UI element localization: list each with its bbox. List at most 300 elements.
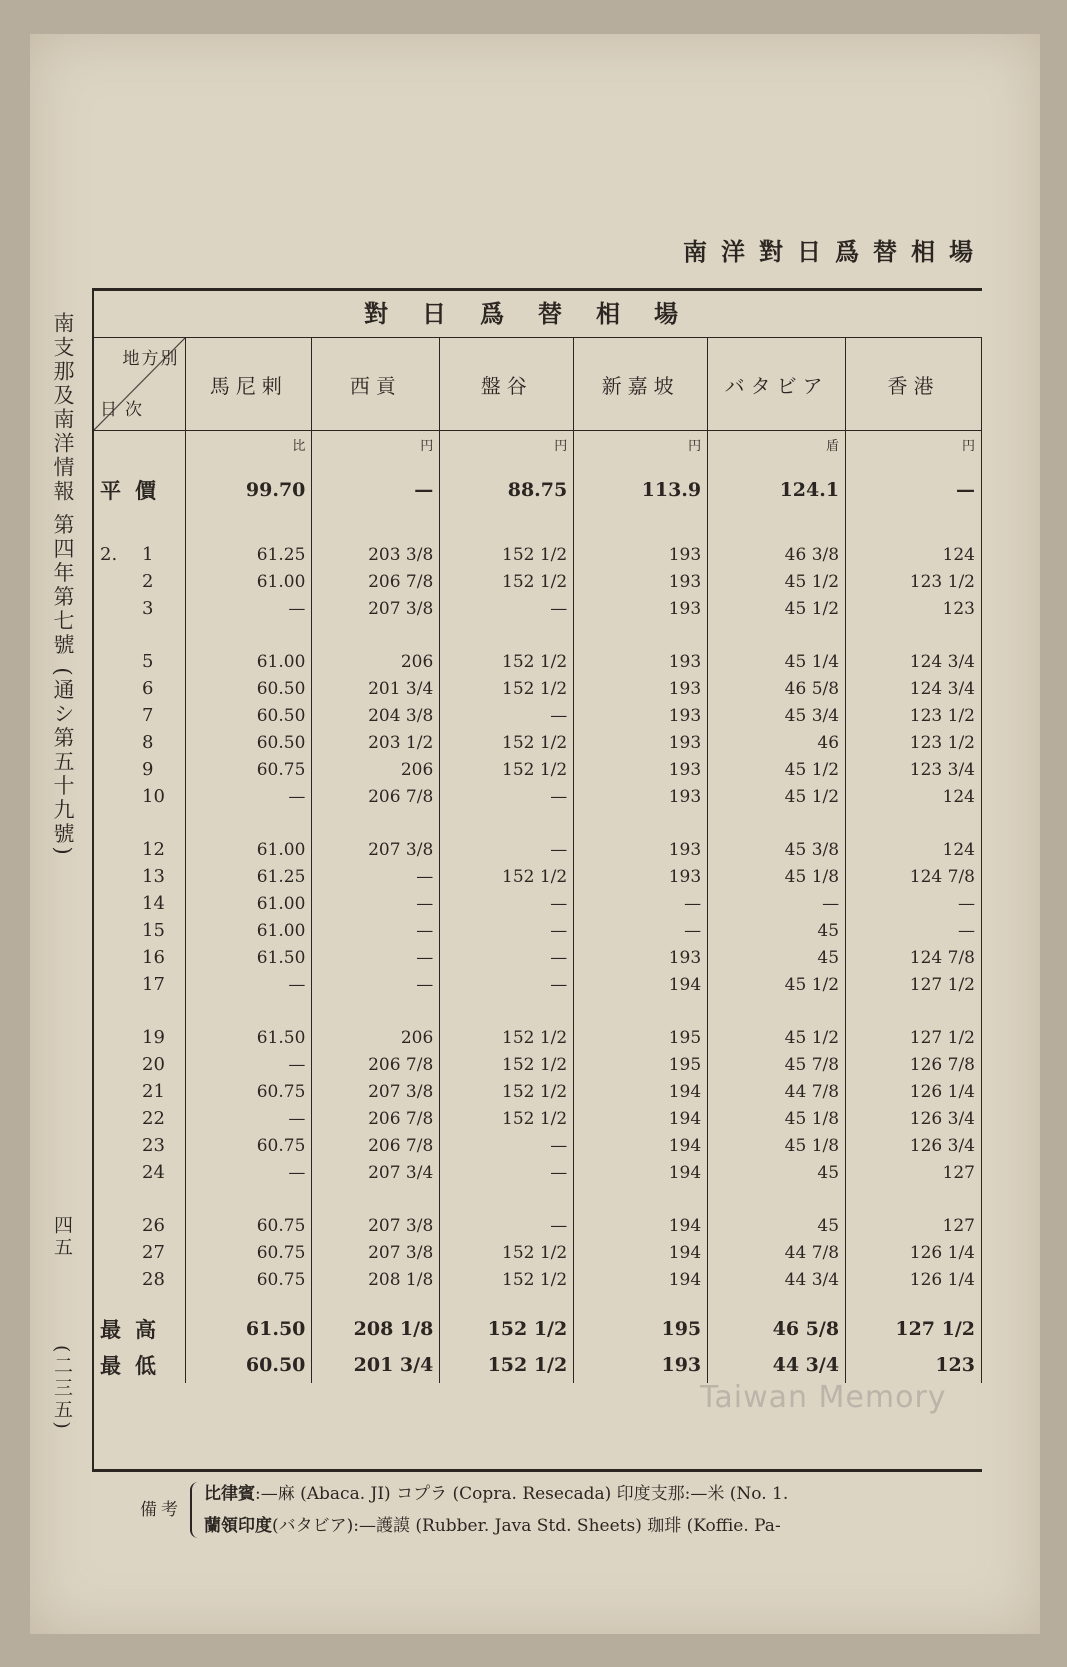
highest-cell: 208 1/8: [312, 1293, 440, 1347]
day-label: 9: [142, 759, 154, 780]
table-row: [94, 648, 982, 675]
gap-cell: [440, 622, 574, 648]
rate-cell: 124 7/8: [846, 944, 982, 971]
gap-cell: [846, 622, 982, 648]
gap-cell: [574, 622, 708, 648]
rate-cell: 126 1/4: [846, 1239, 982, 1266]
date-cell: [94, 917, 186, 944]
rate-cell: 45 1/2: [708, 1024, 846, 1051]
rate-cell: 45 1/8: [708, 1132, 846, 1159]
day-label: 21: [142, 1081, 165, 1102]
lowest-cell: 60.50: [186, 1347, 312, 1383]
column-header: 盤谷: [440, 338, 574, 431]
date-cell: [94, 756, 186, 783]
brace-icon: [190, 1482, 202, 1538]
corner-bottom-label: 日次: [100, 400, 150, 420]
group-gap: [94, 622, 982, 648]
rate-cell: 44 3/4: [708, 1266, 846, 1293]
remarks: [140, 1478, 970, 1542]
table-row: [94, 568, 982, 595]
table-row: [94, 890, 982, 917]
rate-cell: 45 3/8: [708, 836, 846, 863]
rate-cell: 45 1/2: [708, 756, 846, 783]
rate-cell: 60.75: [186, 756, 312, 783]
units-row: [94, 431, 982, 466]
table-row: [94, 1266, 982, 1293]
gap-cell: [186, 998, 312, 1024]
remark-region-dutch-indies: 蘭領印度: [204, 1516, 272, 1536]
column-header: 西貢: [312, 338, 440, 431]
highest-cell: 61.50: [186, 1293, 312, 1347]
rate-cell: —: [312, 917, 440, 944]
rate-cell: 124: [846, 783, 982, 810]
rate-cell: —: [440, 1132, 574, 1159]
rate-cell: 61.25: [186, 863, 312, 890]
gap-cell: [94, 998, 186, 1024]
rate-cell: 127 1/2: [846, 971, 982, 998]
rate-cell: 152 1/2: [440, 648, 574, 675]
rate-cell: —: [440, 702, 574, 729]
rate-cell: —: [708, 890, 846, 917]
remark-region-philippines: 比律賓: [204, 1484, 255, 1504]
day-label: 3: [142, 598, 154, 619]
table-row: [94, 783, 982, 810]
rate-cell: 203 1/2: [312, 729, 440, 756]
rate-cell: 152 1/2: [440, 675, 574, 702]
gap-cell: [440, 998, 574, 1024]
rate-cell: 61.50: [186, 1024, 312, 1051]
gap-cell: [846, 515, 982, 541]
rate-cell: 60.50: [186, 702, 312, 729]
gap-cell: [186, 1186, 312, 1212]
day-label: 28: [142, 1269, 165, 1290]
gap-cell: [574, 1186, 708, 1212]
rate-cell: 193: [574, 863, 708, 890]
gap-cell: [708, 515, 846, 541]
rate-cell: 46: [708, 729, 846, 756]
date-cell: [94, 863, 186, 890]
lowest-cell: 123: [846, 1347, 982, 1383]
rate-cell: 207 3/8: [312, 836, 440, 863]
date-cell: [94, 836, 186, 863]
remarks-mark: 備考: [140, 1500, 182, 1520]
date-cell: [94, 595, 186, 622]
column-header: バタビア: [708, 338, 846, 431]
table-row: [94, 1105, 982, 1132]
gap-cell: [574, 810, 708, 836]
table-row: [94, 675, 982, 702]
rate-cell: 45 1/2: [708, 595, 846, 622]
rate-cell: 152 1/2: [440, 568, 574, 595]
day-label: 6: [142, 678, 154, 699]
rate-cell: 126 3/4: [846, 1132, 982, 1159]
table-row: [94, 1132, 982, 1159]
rate-cell: 123 1/2: [846, 729, 982, 756]
gap-cell: [94, 622, 186, 648]
group-gap: [94, 1186, 982, 1212]
date-cell: [94, 890, 186, 917]
rate-cell: 193: [574, 729, 708, 756]
rate-cell: 194: [574, 1078, 708, 1105]
section-title: 南洋對日爲替相場: [683, 237, 987, 266]
rate-cell: 193: [574, 675, 708, 702]
rate-cell: 206 7/8: [312, 783, 440, 810]
gap-cell: [846, 1186, 982, 1212]
rate-cell: 207 3/4: [312, 1159, 440, 1186]
rate-cell: 152 1/2: [440, 1266, 574, 1293]
highest-cell: 152 1/2: [440, 1293, 574, 1347]
highest-cell: 127 1/2: [846, 1293, 982, 1347]
rate-cell: 194: [574, 1212, 708, 1239]
rate-cell: 60.50: [186, 729, 312, 756]
rate-cell: 60.75: [186, 1078, 312, 1105]
rate-cell: 44 7/8: [708, 1239, 846, 1266]
rate-cell: 152 1/2: [440, 1239, 574, 1266]
rate-cell: 45 7/8: [708, 1051, 846, 1078]
group-gap: [94, 998, 982, 1024]
rate-cell: 127: [846, 1159, 982, 1186]
par-value-row: [94, 465, 982, 515]
par-value-cell: 88.75: [440, 465, 574, 515]
rate-cell: 206 7/8: [312, 1051, 440, 1078]
rate-cell: 45: [708, 1159, 846, 1186]
date-cell: [94, 783, 186, 810]
table-row: [94, 971, 982, 998]
rate-cell: 60.75: [186, 1266, 312, 1293]
rate-cell: —: [440, 783, 574, 810]
rate-cell: 124: [846, 541, 982, 568]
rate-cell: 123 1/2: [846, 702, 982, 729]
rate-cell: —: [186, 1159, 312, 1186]
remark-text-dutch-indies: (バタビア):—護謨 (Rubber. Java Std. Sheets) 珈琲 (Koffie. Pa-: [272, 1516, 781, 1536]
rate-cell: 152 1/2: [440, 1105, 574, 1132]
rate-cell: 207 3/8: [312, 1212, 440, 1239]
unit-label: 円: [312, 431, 440, 466]
rate-cell: —: [440, 890, 574, 917]
date-cell: [94, 648, 186, 675]
day-label: 8: [142, 732, 154, 753]
lowest-row: [94, 1347, 982, 1383]
rate-cell: —: [846, 917, 982, 944]
rate-cell: 61.00: [186, 917, 312, 944]
rate-cell: 45 1/2: [708, 568, 846, 595]
par-value-label: 平價: [94, 465, 186, 515]
rate-cell: 61.50: [186, 944, 312, 971]
rate-cell: 193: [574, 702, 708, 729]
rate-cell: —: [440, 971, 574, 998]
rate-cell: 123 3/4: [846, 756, 982, 783]
lowest-cell: 44 3/4: [708, 1347, 846, 1383]
date-cell: [94, 1024, 186, 1051]
lowest-cell: 201 3/4: [312, 1347, 440, 1383]
day-label: 12: [142, 839, 165, 860]
rate-cell: 207 3/8: [312, 1078, 440, 1105]
rate-cell: 152 1/2: [440, 729, 574, 756]
rate-cell: 45: [708, 1212, 846, 1239]
rate-cell: —: [440, 1159, 574, 1186]
gap-cell: [574, 515, 708, 541]
date-cell: [94, 1132, 186, 1159]
day-label: 26: [142, 1215, 165, 1236]
rate-cell: 206 7/8: [312, 1132, 440, 1159]
day-label: 22: [142, 1108, 165, 1129]
day-label: 20: [142, 1054, 165, 1075]
rate-cell: 193: [574, 648, 708, 675]
rate-cell: —: [312, 944, 440, 971]
units-spacer: [94, 431, 186, 466]
gap-cell: [440, 515, 574, 541]
rate-cell: 45 1/2: [708, 783, 846, 810]
rate-cell: 207 3/8: [312, 1239, 440, 1266]
rate-cell: 195: [574, 1051, 708, 1078]
column-header: 香港: [846, 338, 982, 431]
gap-cell: [312, 998, 440, 1024]
gap-cell: [574, 998, 708, 1024]
rate-cell: 45 1/8: [708, 1105, 846, 1132]
corner-header: [94, 338, 186, 431]
day-label: 19: [142, 1027, 165, 1048]
rate-cell: —: [440, 944, 574, 971]
rate-cell: 193: [574, 595, 708, 622]
gap-cell: [94, 515, 186, 541]
rate-cell: 207 3/8: [312, 595, 440, 622]
table-row: [94, 729, 982, 756]
par-value-cell: 124.1: [708, 465, 846, 515]
table-row: [94, 541, 982, 568]
table-row: [94, 1159, 982, 1186]
rate-cell: —: [312, 863, 440, 890]
date-cell: [94, 568, 186, 595]
gap-cell: [708, 1186, 846, 1212]
rate-cell: 152 1/2: [440, 756, 574, 783]
gap-cell: [186, 622, 312, 648]
unit-label: 円: [574, 431, 708, 466]
rate-cell: —: [186, 1105, 312, 1132]
gap-cell: [708, 622, 846, 648]
table-row: [94, 1078, 982, 1105]
rate-cell: 126 1/4: [846, 1078, 982, 1105]
table-row: [94, 756, 982, 783]
rate-cell: 152 1/2: [440, 863, 574, 890]
rate-cell: 45 3/4: [708, 702, 846, 729]
table-row: [94, 595, 982, 622]
date-cell: [94, 729, 186, 756]
rate-cell: 206 7/8: [312, 568, 440, 595]
rate-cell: 152 1/2: [440, 1051, 574, 1078]
column-header: 新嘉坡: [574, 338, 708, 431]
rate-cell: 45: [708, 944, 846, 971]
gap-cell: [440, 1186, 574, 1212]
day-label: 5: [142, 651, 154, 672]
column-header: 馬尼剌: [186, 338, 312, 431]
corner-top-label: 地方別: [122, 349, 180, 369]
par-value-cell: 99.70: [186, 465, 312, 515]
rate-cell: —: [312, 971, 440, 998]
highest-cell: 46 5/8: [708, 1293, 846, 1347]
table-row: [94, 702, 982, 729]
date-cell: [94, 702, 186, 729]
gap-cell: [846, 810, 982, 836]
day-label: 1: [142, 544, 154, 565]
highest-label: 最高: [94, 1293, 186, 1347]
rate-cell: —: [440, 1212, 574, 1239]
rate-cell: —: [846, 890, 982, 917]
rate-cell: 61.25: [186, 541, 312, 568]
gap-cell: [708, 810, 846, 836]
day-label: 23: [142, 1135, 165, 1156]
lowest-cell: 152 1/2: [440, 1347, 574, 1383]
rate-cell: 206: [312, 756, 440, 783]
date-cell: [94, 1078, 186, 1105]
rate-cell: 124 3/4: [846, 675, 982, 702]
rate-cell: 193: [574, 944, 708, 971]
rate-cell: 44 7/8: [708, 1078, 846, 1105]
unit-label: 盾: [708, 431, 846, 466]
rate-cell: 193: [574, 756, 708, 783]
rate-cell: —: [186, 595, 312, 622]
day-label: 7: [142, 705, 154, 726]
table-row: [94, 917, 982, 944]
rate-cell: 45 1/4: [708, 648, 846, 675]
group-gap: [94, 515, 982, 541]
table-row: [94, 836, 982, 863]
rate-cell: 193: [574, 568, 708, 595]
date-cell: [94, 1212, 186, 1239]
rate-cell: 206 7/8: [312, 1105, 440, 1132]
rate-cell: 46 3/8: [708, 541, 846, 568]
rate-cell: —: [574, 917, 708, 944]
rate-cell: 195: [574, 1024, 708, 1051]
rate-cell: 193: [574, 541, 708, 568]
date-cell: [94, 1051, 186, 1078]
lowest-label: 最低: [94, 1347, 186, 1383]
rate-cell: 194: [574, 1239, 708, 1266]
rate-cell: —: [440, 836, 574, 863]
rate-cell: —: [574, 890, 708, 917]
rate-cell: 123: [846, 595, 982, 622]
gap-cell: [440, 810, 574, 836]
gap-cell: [312, 810, 440, 836]
date-cell: [94, 1105, 186, 1132]
day-label: 10: [142, 786, 165, 807]
table-title: 對日爲替相場: [94, 291, 982, 338]
rate-cell: 61.00: [186, 836, 312, 863]
rate-cell: 127 1/2: [846, 1024, 982, 1051]
table-row: [94, 1212, 982, 1239]
rate-cell: —: [186, 783, 312, 810]
rate-cell: 60.75: [186, 1239, 312, 1266]
rate-cell: —: [312, 890, 440, 917]
unit-label: 円: [440, 431, 574, 466]
par-value-cell: —: [846, 465, 982, 515]
archive-watermark: Taiwan Memory: [700, 1380, 947, 1415]
date-cell: [94, 971, 186, 998]
rate-cell: 124 3/4: [846, 648, 982, 675]
exchange-rate-table-frame: [92, 288, 982, 1472]
journal-running-head: 南支那及南洋情報 第四年第七號 (通シ第五十九號): [51, 312, 75, 858]
rate-cell: 204 3/8: [312, 702, 440, 729]
par-value-cell: 113.9: [574, 465, 708, 515]
month-label: 2.: [100, 544, 118, 565]
rate-cell: 61.00: [186, 568, 312, 595]
rate-cell: 61.00: [186, 648, 312, 675]
rate-cell: 193: [574, 836, 708, 863]
gap-cell: [708, 998, 846, 1024]
highest-cell: 195: [574, 1293, 708, 1347]
exchange-rate-table: [94, 338, 982, 1383]
date-cell: [94, 541, 186, 568]
gap-cell: [186, 515, 312, 541]
rate-cell: 152 1/2: [440, 1024, 574, 1051]
table-row: [94, 863, 982, 890]
cumulative-page-number: (二三五): [51, 1345, 73, 1432]
gap-cell: [312, 622, 440, 648]
rate-cell: 124 7/8: [846, 863, 982, 890]
rate-cell: 194: [574, 1159, 708, 1186]
date-cell: [94, 1239, 186, 1266]
date-cell: [94, 1159, 186, 1186]
unit-label: 円: [846, 431, 982, 466]
rate-cell: 124: [846, 836, 982, 863]
rate-cell: 194: [574, 1105, 708, 1132]
rate-cell: 194: [574, 1266, 708, 1293]
rate-cell: 194: [574, 1132, 708, 1159]
date-cell: [94, 944, 186, 971]
gap-cell: [312, 515, 440, 541]
rate-cell: 45 1/8: [708, 863, 846, 890]
remark-text-philippines: :—麻 (Abaca. JI) コプラ (Copra. Resecada) 印度支那:—米 (No. 1.: [255, 1484, 789, 1504]
rate-cell: 45 1/2: [708, 971, 846, 998]
table-row: [94, 944, 982, 971]
rate-cell: 46 5/8: [708, 675, 846, 702]
rate-cell: 123 1/2: [846, 568, 982, 595]
date-cell: [94, 1266, 186, 1293]
group-gap: [94, 810, 982, 836]
table-row: [94, 1051, 982, 1078]
day-label: 16: [142, 947, 165, 968]
rate-cell: —: [186, 971, 312, 998]
unit-label: 比: [186, 431, 312, 466]
rate-cell: 127: [846, 1212, 982, 1239]
header-row: [94, 338, 982, 431]
remark-line-dutch-indies: [204, 1510, 970, 1542]
day-label: 14: [142, 893, 165, 914]
table-row: [94, 1024, 982, 1051]
rate-cell: 152 1/2: [440, 1078, 574, 1105]
rate-cell: 206: [312, 1024, 440, 1051]
remark-line-philippines: [204, 1478, 970, 1510]
rate-cell: —: [440, 595, 574, 622]
highest-row: [94, 1293, 982, 1347]
rate-cell: 126 3/4: [846, 1105, 982, 1132]
rate-cell: 208 1/8: [312, 1266, 440, 1293]
lowest-cell: 193: [574, 1347, 708, 1383]
day-label: 27: [142, 1242, 165, 1263]
rate-cell: 152 1/2: [440, 541, 574, 568]
rate-cell: 203 3/8: [312, 541, 440, 568]
gap-cell: [846, 998, 982, 1024]
rate-cell: 201 3/4: [312, 675, 440, 702]
table-row: [94, 1239, 982, 1266]
gap-cell: [94, 810, 186, 836]
gap-cell: [186, 810, 312, 836]
day-label: 17: [142, 974, 165, 995]
rate-cell: —: [186, 1051, 312, 1078]
day-label: 2: [142, 571, 154, 592]
rate-cell: 194: [574, 971, 708, 998]
rate-cell: 126 1/4: [846, 1266, 982, 1293]
rate-cell: 61.00: [186, 890, 312, 917]
